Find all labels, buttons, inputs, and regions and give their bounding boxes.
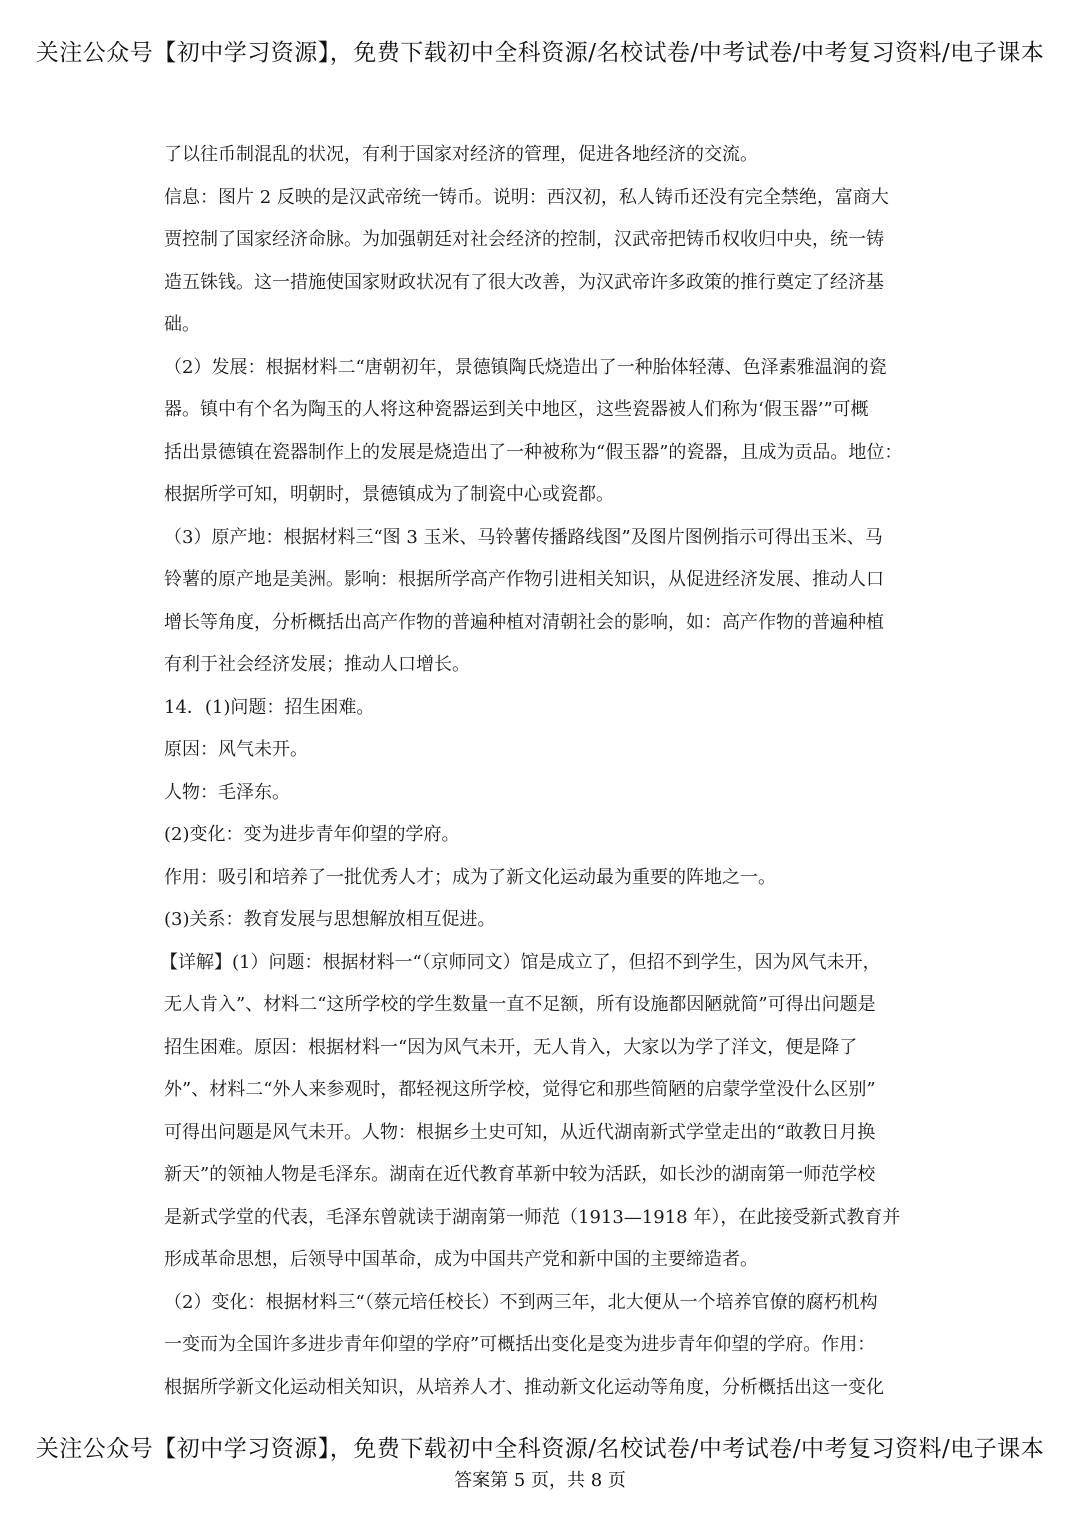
text-line: 无人肯入”、材料二“这所学校的学生数量一直不足额，所有设施都因陋就简”可得出问题是 — [164, 994, 876, 1015]
text-line: (2)变化：变为进步青年仰望的学府。 — [164, 824, 460, 845]
text-line: 外”、材料二“外人来参观时，都轻视这所学校，觉得它和那些简陋的启蒙学堂没什么区别” — [164, 1079, 876, 1100]
text-line: （3）原产地：根据材料三“图 3 玉米、马铃薯传播路线图”及图片图例指示可得出玉米、马 — [164, 526, 883, 548]
text-line: 信息：图片 2 反映的是汉武帝统一铸币。说明：西汉初，私人铸币还没有完全禁绝，富商大 — [164, 186, 889, 208]
text-line: 形成革命思想，后领导中国革命，成为中国共产党和新中国的主要缔造者。 — [164, 1249, 758, 1270]
text-line: 可得出问题是风气未开。人物：根据乡土史可知，从近代湖南新式学堂走出的“敢教日月换 — [164, 1121, 876, 1143]
text-line: 贾控制了国家经济命脉。为加强朝廷对社会经济的控制，汉武帝把铸币权收归中央，统一铸 — [164, 229, 884, 250]
question-14-heading: 14．(1)问题：招生困难。 — [164, 696, 375, 718]
text-line: 新天”的领袖人物是毛泽东。湖南在近代教育革新中较为活跃，如长沙的湖南第一师范学校 — [164, 1164, 876, 1185]
text-line: 一变而为全国许多进步青年仰望的学府”可概括出变化是变为进步青年仰望的学府。作用： — [164, 1334, 876, 1355]
text-line: 括出景德镇在瓷器制作上的发展是烧造出了一种被称为“假玉器”的瓷器，且成为贡品。地位： — [164, 441, 903, 463]
answer-body — [160, 134, 932, 1409]
text-line: 是新式学堂的代表，毛泽东曾就读于湖南第一师范（1913—1918 年），在此接受新式教育并 — [164, 1206, 901, 1228]
text-line: 作用：吸引和培养了一批优秀人才；成为了新文化运动最为重要的阵地之一。 — [164, 866, 776, 888]
text-line: 器。镇中有个名为陶玉的人将这种瓷器运到关中地区，这些瓷器被人们称为‘假玉器’”可概 — [164, 399, 869, 420]
text-line: 根据所学新文化运动相关知识，从培养人才、推动新文化运动等角度，分析概括出这一变化 — [164, 1376, 884, 1398]
text-line: （2）变化：根据材料三“（蔡元培任校长）不到两三年，北大便从一个培养官僚的腐朽机构 — [164, 1291, 878, 1313]
text-line: （2）发展：根据材料二“唐朝初年，景德镇陶氏烧造出了一种胎体轻薄、色泽素雅温润的瓷 — [164, 356, 887, 378]
text-line: 原因：风气未开。 — [164, 739, 308, 760]
detail-explanation-line: 【详解】(1）问题：根据材料一“（京师同文）馆是成立了，但招不到学生，因为风气未开， — [160, 951, 881, 973]
text-line: 铃薯的原产地是美洲。影响：根据所学高产作物引进相关知识，从促进经济发展、推动人口 — [164, 569, 884, 590]
text-line: 有利于社会经济发展；推动人口增长。 — [164, 654, 470, 675]
text-line: 根据所学可知，明朝时，景德镇成为了制瓷中心或瓷都。 — [164, 484, 614, 505]
text-line: (3)关系：教育发展与思想解放相互促进。 — [164, 909, 496, 930]
text-line: 础。 — [164, 314, 200, 335]
footer-banner: 关注公众号【初中学习资源】，免费下载初中全科资源/名校试卷/中考试卷/中考复习资料/电子课本 — [35, 1436, 1045, 1462]
text-line: 人物：毛泽东。 — [164, 781, 290, 803]
header-banner: 关注公众号【初中学习资源】，免费下载初中全科资源/名校试卷/中考试卷/中考复习资料/电子课本 — [35, 40, 1045, 66]
text-line: 了以往币制混乱的状况，有利于国家对经济的管理，促进各地经济的交流。 — [164, 144, 758, 165]
text-line: 增长等角度，分析概括出高产作物的普遍种植对清朝社会的影响，如：高产作物的普遍种植 — [164, 611, 884, 633]
text-line: 招生困难。原因：根据材料一“因为风气未开，无人肯入，大家以为学了洋文，便是降了 — [164, 1036, 858, 1058]
page-number: 答案第 5 页，共 8 页 — [454, 1470, 626, 1491]
text-line: 造五铢钱。这一措施使国家财政状况有了很大改善，为汉武帝许多政策的推行奠定了经济基 — [164, 271, 884, 293]
